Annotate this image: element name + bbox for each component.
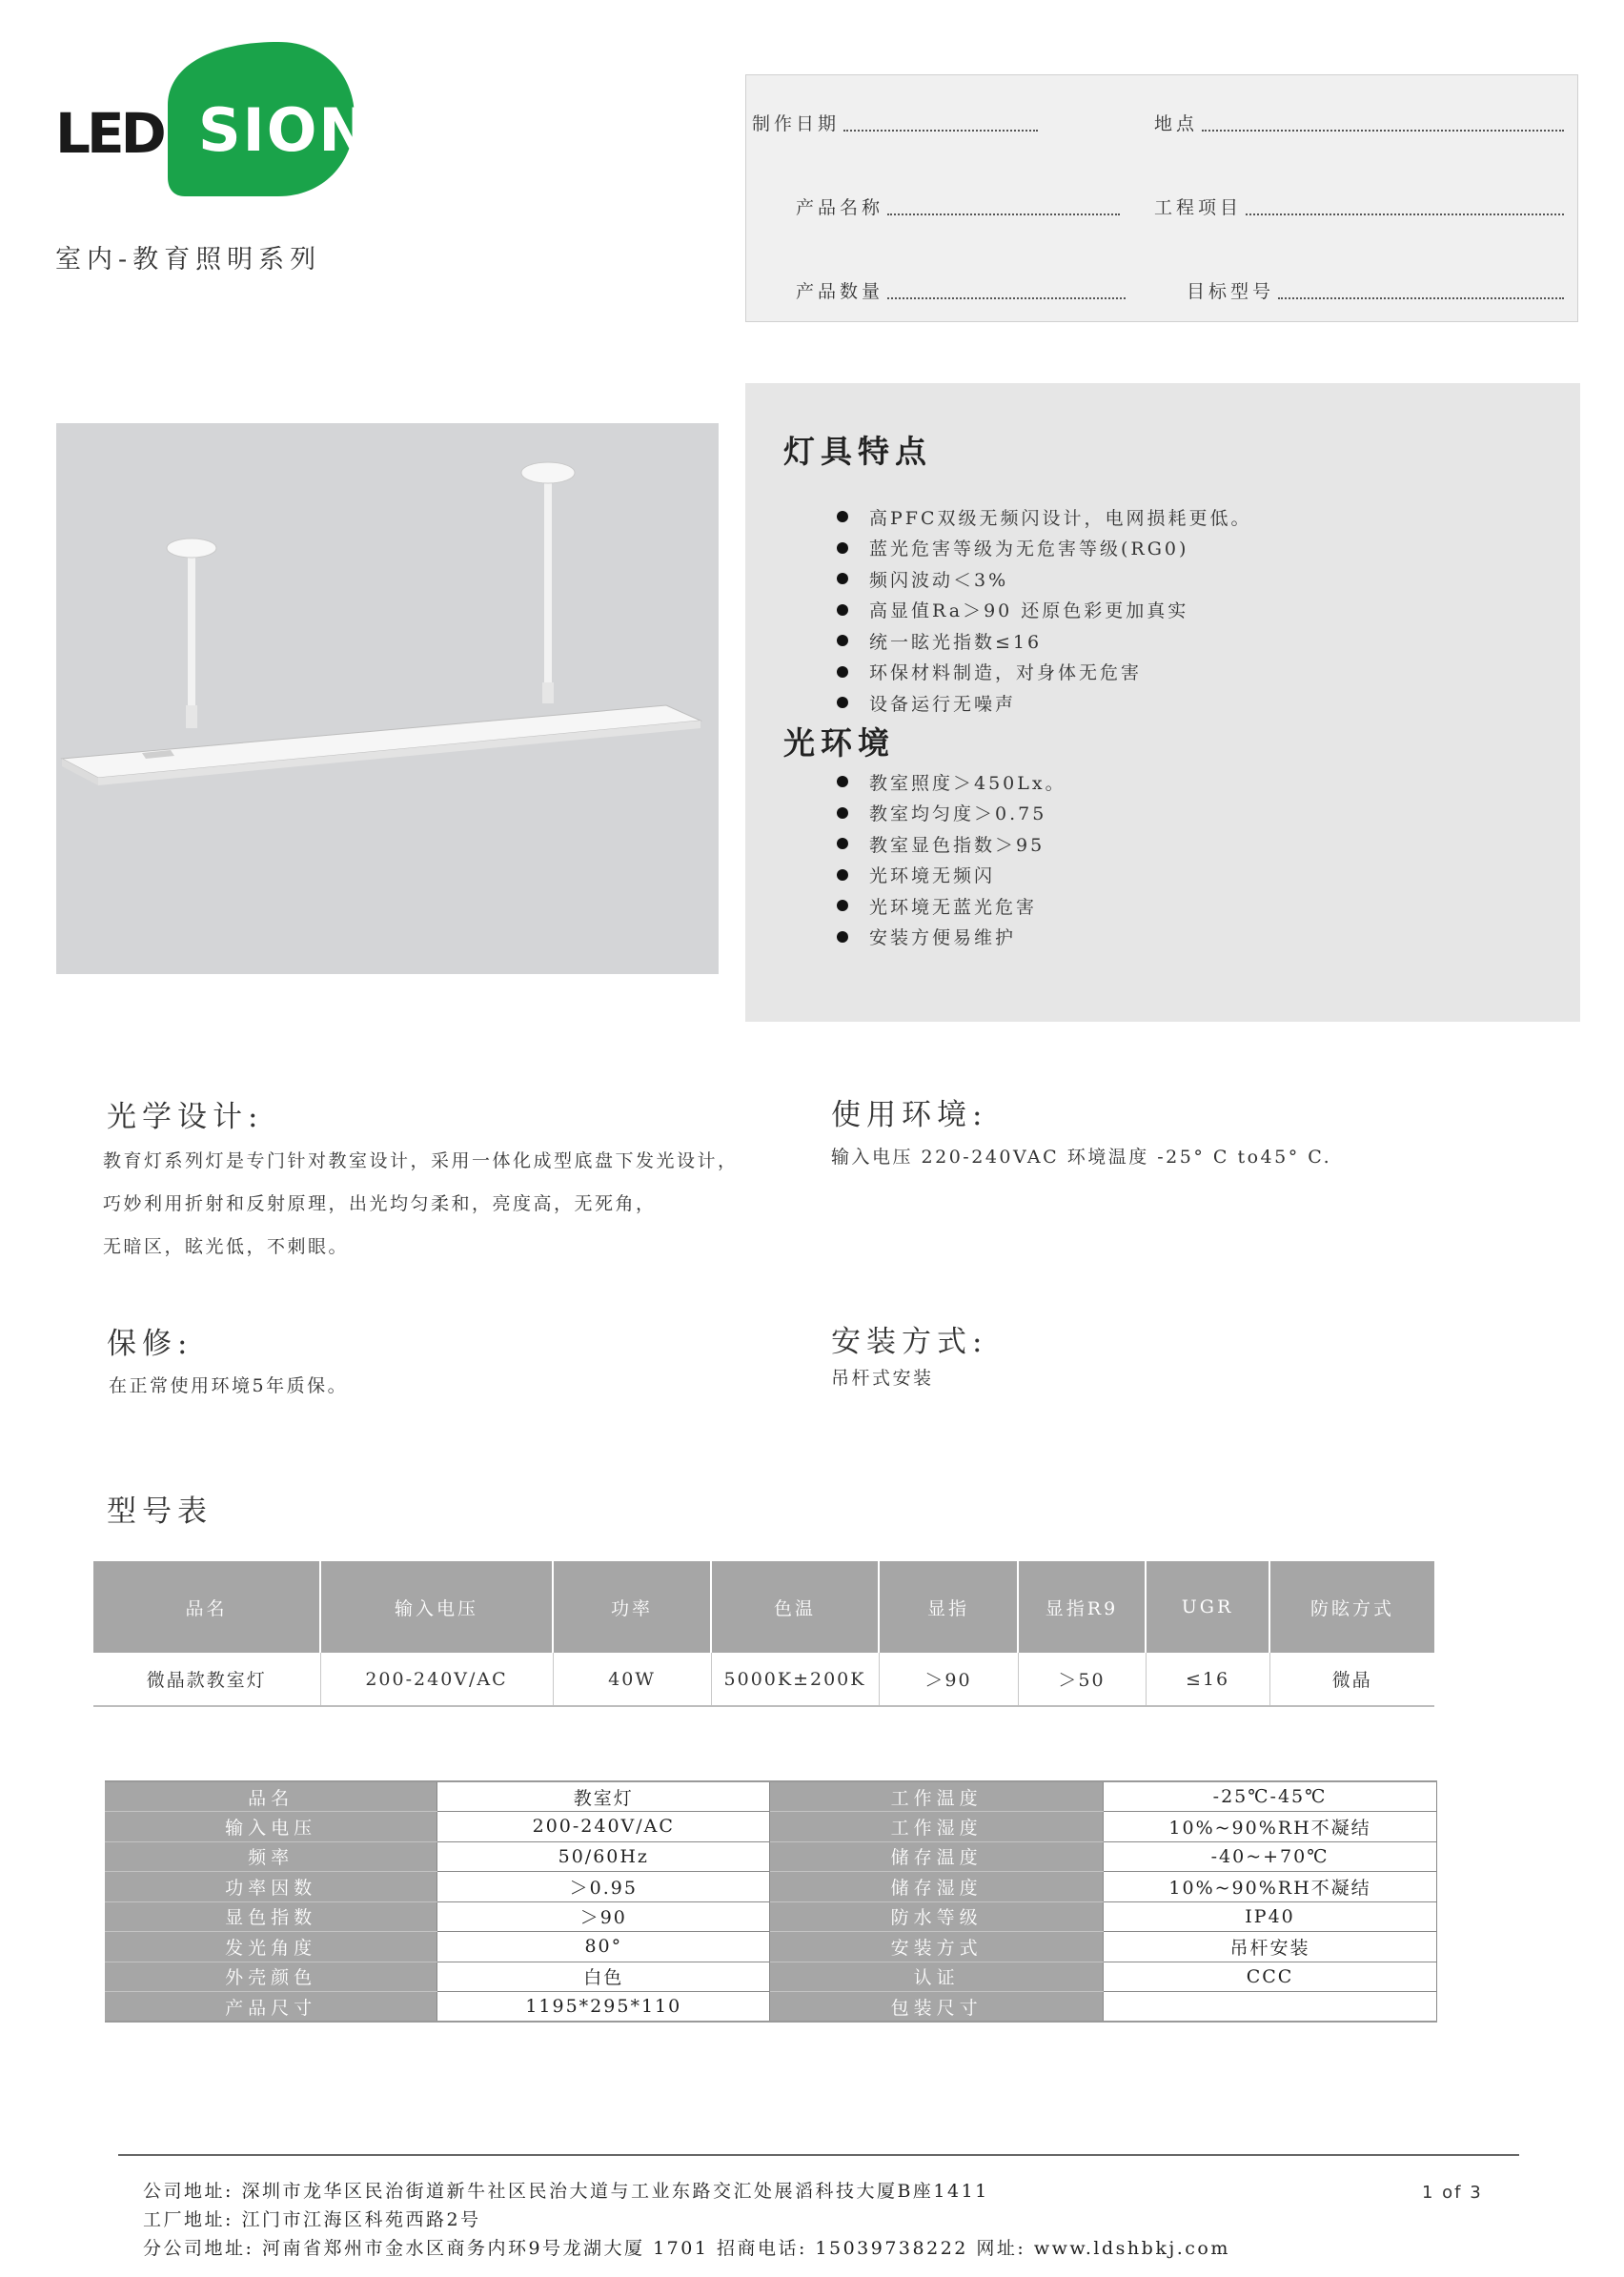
footer-divider [118, 2154, 1519, 2156]
model-table [93, 1561, 1434, 1707]
product-name-field[interactable] [796, 193, 1120, 219]
list-item: 高显值Ra＞90 还原色彩更加真实 [837, 595, 1252, 626]
list-item: 设备运行无噪声 [837, 687, 1252, 719]
logo-led-text: LED [55, 101, 163, 166]
spec-value: 80° [437, 1932, 770, 1962]
environment-list [837, 766, 1066, 952]
pendant-light-illustration [56, 423, 719, 974]
table-cell: 40W [553, 1653, 711, 1706]
bullet-icon [837, 838, 848, 849]
list-item: 安装方便易维护 [837, 922, 1066, 953]
brand-logo [51, 38, 376, 210]
installation-title: 安装方式: [831, 1325, 988, 1359]
list-item: 统一眩光指数≤16 [837, 625, 1252, 657]
list-item: 教室照度＞450Lx。 [837, 766, 1066, 798]
target-model-label: 目标型号 [1187, 281, 1275, 302]
spec-value: 10%~90%RH不凝结 [1104, 1872, 1437, 1902]
spec-label: 发光角度 [105, 1932, 437, 1962]
table-cell: 5000K±200K [711, 1653, 879, 1706]
bullet-icon [837, 931, 848, 943]
table-cell: ＞50 [1018, 1653, 1146, 1706]
product-photo [56, 423, 719, 974]
bullet-icon [837, 807, 848, 819]
project-label: 工程项目 [1154, 197, 1243, 218]
spec-value: -25℃-45℃ [1104, 1781, 1437, 1812]
list-item: 频闪波动＜3% [837, 563, 1252, 595]
bullet-icon [837, 697, 848, 708]
branch-address: 分公司地址: 河南省郑州市金水区商务内环9号龙湖大厦 1701 招商电话: 15039738222 网址: www.ldshbkj.com [143, 2238, 1230, 2259]
spec-label: 防水等级 [770, 1901, 1104, 1932]
bullet-icon [837, 900, 848, 911]
bullet-icon [837, 635, 848, 646]
target-model-field[interactable] [1187, 277, 1564, 303]
column-header: 显指 [879, 1561, 1018, 1653]
installation-text: 吊杆式安装 [831, 1368, 934, 1389]
list-item: 教室显色指数＞95 [837, 828, 1066, 860]
spec-label: 产品尺寸 [105, 1992, 437, 2023]
column-header: 色温 [711, 1561, 879, 1653]
spec-label: 工作湿度 [770, 1812, 1104, 1842]
spec-value: 1195*295*110 [437, 1992, 770, 2023]
usage-environment-text: 输入电压 220-240VAC 环境温度 -25° C to45° C. [831, 1147, 1332, 1168]
table-row [105, 1962, 1437, 1992]
table-row [93, 1653, 1434, 1706]
table-cell: 200-240V/AC [320, 1653, 553, 1706]
warranty-title: 保修: [107, 1327, 193, 1361]
quantity-label: 产品数量 [796, 281, 884, 302]
table-row [105, 1812, 1437, 1842]
spec-value: ＞0.95 [437, 1872, 770, 1902]
quantity-field[interactable] [796, 277, 1126, 303]
spec-value: -40~+70℃ [1104, 1841, 1437, 1872]
spec-value: IP40 [1104, 1901, 1437, 1932]
spec-label: 储存湿度 [770, 1872, 1104, 1902]
spec-label: 频率 [105, 1841, 437, 1872]
location-label: 地点 [1154, 113, 1199, 134]
series-title: 室内-教育照明系列 [55, 245, 322, 274]
list-item: 蓝光危害等级为无危害等级(RG0) [837, 533, 1252, 564]
table-cell: ≤16 [1146, 1653, 1269, 1706]
info-form-box [745, 74, 1578, 322]
table-row [105, 1872, 1437, 1902]
list-item: 光环境无蓝光危害 [837, 890, 1066, 922]
company-address: 公司地址: 深圳市龙华区民治街道新牛社区民治大道与工业东路交汇处展滔科技大厦B座1411 [143, 2181, 989, 2202]
warranty-text: 在正常使用环境5年质保。 [109, 1375, 349, 1396]
table-row [105, 1932, 1437, 1962]
spec-label: 包装尺寸 [770, 1992, 1104, 2023]
column-header: UGR [1146, 1561, 1269, 1653]
spec-label: 储存温度 [770, 1841, 1104, 1872]
spec-value: 10%~90%RH不凝结 [1104, 1812, 1437, 1842]
spec-label: 认证 [770, 1962, 1104, 1992]
bullet-icon [837, 604, 848, 616]
spec-table [105, 1780, 1437, 2023]
column-header: 显指R9 [1018, 1561, 1146, 1653]
spec-value: CCC [1104, 1962, 1437, 1992]
bullet-icon [837, 511, 848, 522]
spec-label: 功率因数 [105, 1872, 437, 1902]
column-header: 品名 [93, 1561, 320, 1653]
spec-label: 外壳颜色 [105, 1962, 437, 1992]
features-list [837, 501, 1252, 719]
spec-value: 200-240V/AC [437, 1812, 770, 1842]
location-field[interactable] [1154, 110, 1564, 135]
list-item: 环保材料制造，对身体无危害 [837, 657, 1252, 688]
spec-value: ＞90 [437, 1901, 770, 1932]
list-item: 教室均匀度＞0.75 [837, 798, 1066, 829]
features-title: 灯具特点 [783, 433, 932, 470]
make-date-label: 制作日期 [752, 113, 841, 134]
column-header: 输入电压 [320, 1561, 553, 1653]
page-number: 1 of 3 [1422, 2183, 1483, 2203]
table-row [105, 1992, 1437, 2023]
bullet-icon [837, 869, 848, 881]
table-cell: ＞90 [879, 1653, 1018, 1706]
spec-label: 工作温度 [770, 1781, 1104, 1812]
list-item: 高PFC双级无频闪设计，电网损耗更低。 [837, 501, 1252, 533]
optical-line: 无暗区，眩光低，不刺眼。 [103, 1236, 350, 1257]
table-cell: 微晶款教室灯 [93, 1653, 320, 1706]
spec-value [1104, 1992, 1437, 2023]
spec-label: 显色指数 [105, 1901, 437, 1932]
optical-design-title: 光学设计: [107, 1100, 264, 1134]
factory-address: 工厂地址: 江门市江海区科苑西路2号 [143, 2209, 481, 2230]
column-header: 防眩方式 [1269, 1561, 1434, 1653]
model-table-title: 型号表 [107, 1494, 213, 1529]
spec-value: 白色 [437, 1962, 770, 1992]
spec-value: 教室灯 [437, 1781, 770, 1812]
light-environment-title: 光环境 [783, 724, 895, 762]
bullet-icon [837, 573, 848, 584]
logo-sion-text: SION [198, 95, 371, 165]
spec-label: 安装方式 [770, 1932, 1104, 1962]
column-header: 功率 [553, 1561, 711, 1653]
spec-label: 输入电压 [105, 1812, 437, 1842]
list-item: 光环境无频闪 [837, 860, 1066, 891]
optical-line: 教育灯系列灯是专门针对教室设计，采用一体化成型底盘下发光设计， [103, 1150, 739, 1171]
bullet-icon [837, 666, 848, 678]
table-cell: 微晶 [1269, 1653, 1434, 1706]
optical-line: 巧妙利用折射和反射原理，出光均匀柔和，亮度高，无死角， [103, 1193, 657, 1214]
spec-value: 吊杆安装 [1104, 1932, 1437, 1962]
bullet-icon [837, 776, 848, 787]
bullet-icon [837, 542, 848, 554]
features-panel [745, 383, 1580, 1022]
table-header-row [93, 1561, 1434, 1653]
table-row [105, 1901, 1437, 1932]
usage-environment-title: 使用环境: [831, 1098, 988, 1132]
spec-label: 品名 [105, 1781, 437, 1812]
make-date-field[interactable] [752, 110, 1038, 135]
spec-value: 50/60Hz [437, 1841, 770, 1872]
optical-design-text [103, 1140, 739, 1269]
project-field[interactable] [1154, 193, 1564, 219]
product-name-label: 产品名称 [796, 197, 884, 218]
table-row [105, 1781, 1437, 1812]
table-row [105, 1841, 1437, 1872]
